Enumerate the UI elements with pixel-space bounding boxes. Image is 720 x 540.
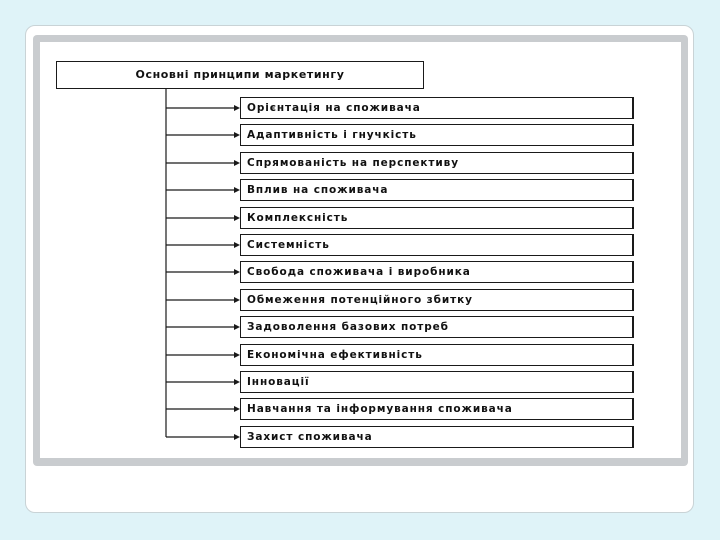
principle-box-5: Комплексність xyxy=(240,207,634,229)
principle-box-13: Захист споживача xyxy=(240,426,634,448)
principle-box-11: Інновації xyxy=(240,371,634,393)
diagram-title: Основні принципи маркетингу xyxy=(56,61,424,89)
principle-box-12: Навчання та інформування споживача xyxy=(240,398,634,420)
principle-box-4: Вплив на споживача xyxy=(240,179,634,201)
principle-box-10: Економічна ефективність xyxy=(240,344,634,366)
principle-box-3: Спрямованість на перспективу xyxy=(240,152,634,174)
principle-box-6: Системність xyxy=(240,234,634,256)
principle-box-7: Свобода споживача і виробника xyxy=(240,261,634,283)
principle-box-9: Задоволення базових потреб xyxy=(240,316,634,338)
principle-box-8: Обмеження потенційного збитку xyxy=(240,289,634,311)
principle-box-2: Адаптивність і гнучкість xyxy=(240,124,634,146)
principle-box-1: Орієнтація на споживача xyxy=(240,97,634,119)
branch-lines xyxy=(166,105,240,440)
